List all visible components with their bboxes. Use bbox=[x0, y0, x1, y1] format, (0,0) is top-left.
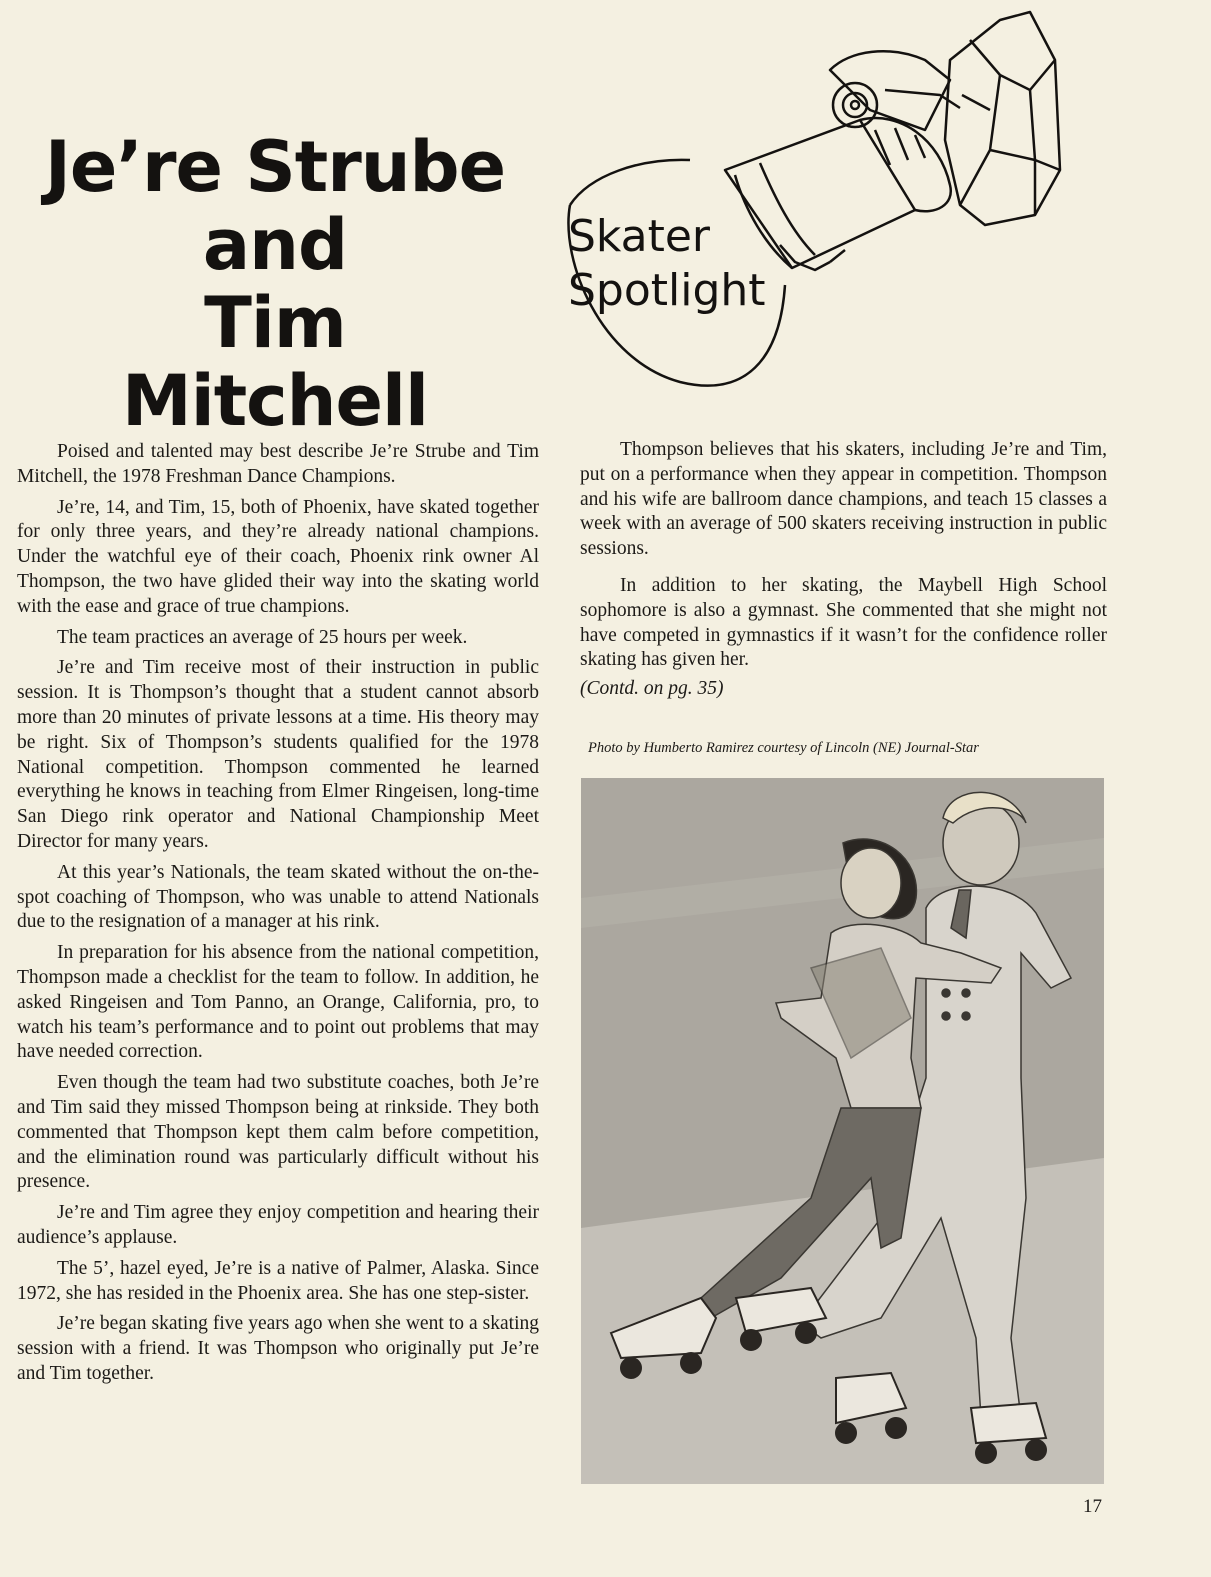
skaters-photo bbox=[581, 778, 1104, 1484]
paragraph: Je’re and Tim agree they enjoy competition and hearing their audience’s applause. bbox=[17, 1202, 539, 1248]
skater-spotlight-badge bbox=[568, 210, 766, 318]
spotlight-illustration bbox=[530, 0, 1090, 400]
title-line-1: Je’re Strube bbox=[44, 126, 506, 208]
article-body-right-column bbox=[580, 438, 1107, 714]
paragraph: Poised and talented may best describe Je’re Strube and Tim Mitchell, the 1978 Freshman Dance Champions. bbox=[17, 441, 539, 487]
page-number: 17 bbox=[1083, 1496, 1102, 1517]
paragraph: Thompson believes that his skaters, including Je’re and Tim, put on a performance when they appear in competition. Thompson and his wife are ballroom dance champions, and teach 15 classes a week with an average of 500 skaters receiving instruction in public sessions. bbox=[580, 439, 1107, 560]
paragraph: The 5’, hazel eyed, Je’re is a native of Palmer, Alaska. Since 1972, she has resided in the Phoenix area. She has one step-sister. bbox=[17, 1257, 539, 1304]
continued-note: (Contd. on pg. 35) bbox=[580, 678, 724, 700]
paragraph: Even though the team had two substitute coaches, both Je’re and Tim said they missed Thompson being at rinkside. They both commented that Thompson kept them calm before competition, and the elimination round was particularly difficult without his presence. bbox=[17, 1072, 539, 1193]
paragraph: Je’re and Tim receive most of their instruction in public session. It is Thompson’s thought that a student cannot absorb more than 20 minutes of private lessons at a time. His theory may be right. Six of Thompson’s students qualified for the 1978 National competition. Thompson commented he learned everything he knows in teaching from Elmer Ringeisen, long-time San Diego rink operator and National Championship Meet Director for many years. bbox=[17, 657, 539, 852]
paragraph: Je’re began skating five years ago when she went to a skating session with a friend. It was Thompson who originally put Je’re and Tim together. bbox=[17, 1313, 539, 1384]
title-line-2: and bbox=[202, 204, 348, 286]
paragraph: At this year’s Nationals, the team skated without the on-the-spot coaching of Thompson, who was unable to attend Nationals due to the resignation of a manager at his rink. bbox=[17, 861, 539, 933]
paragraph: Je’re, 14, and Tim, 15, both of Phoenix, have skated together for only three years, and they’re already national champions. Under the watchful eye of their coach, Phoenix rink owner Al Thompson, the two have glided their way into the skating world with the ease and grace of true champions. bbox=[17, 496, 539, 617]
photo-credit: Photo by Humberto Ramirez courtesy of Lincoln (NE) Journal-Star bbox=[588, 740, 979, 756]
paragraph: The team practices an average of 25 hours per week. bbox=[57, 626, 468, 648]
badge-line-2: Spotlight bbox=[568, 265, 766, 316]
paragraph: In addition to her skating, the Maybell High School sophomore is also a gymnast. She commented that she might not have competed in gymnastics if it wasn’t for the confidence roller skating has given her. bbox=[580, 574, 1107, 671]
article-title bbox=[40, 128, 510, 440]
article-body-left-column bbox=[17, 440, 539, 1393]
title-line-3: Tim Mitchell bbox=[122, 282, 428, 442]
badge-line-1: Skater bbox=[568, 211, 711, 262]
paragraph: In preparation for his absence from the national competition, Thompson made a checklist for the team to follow. In addition, he asked Ringeisen and Tom Panno, an Orange, California, pro, to watch his team’s performance and to point out problems that may have needed correction. bbox=[17, 942, 539, 1063]
